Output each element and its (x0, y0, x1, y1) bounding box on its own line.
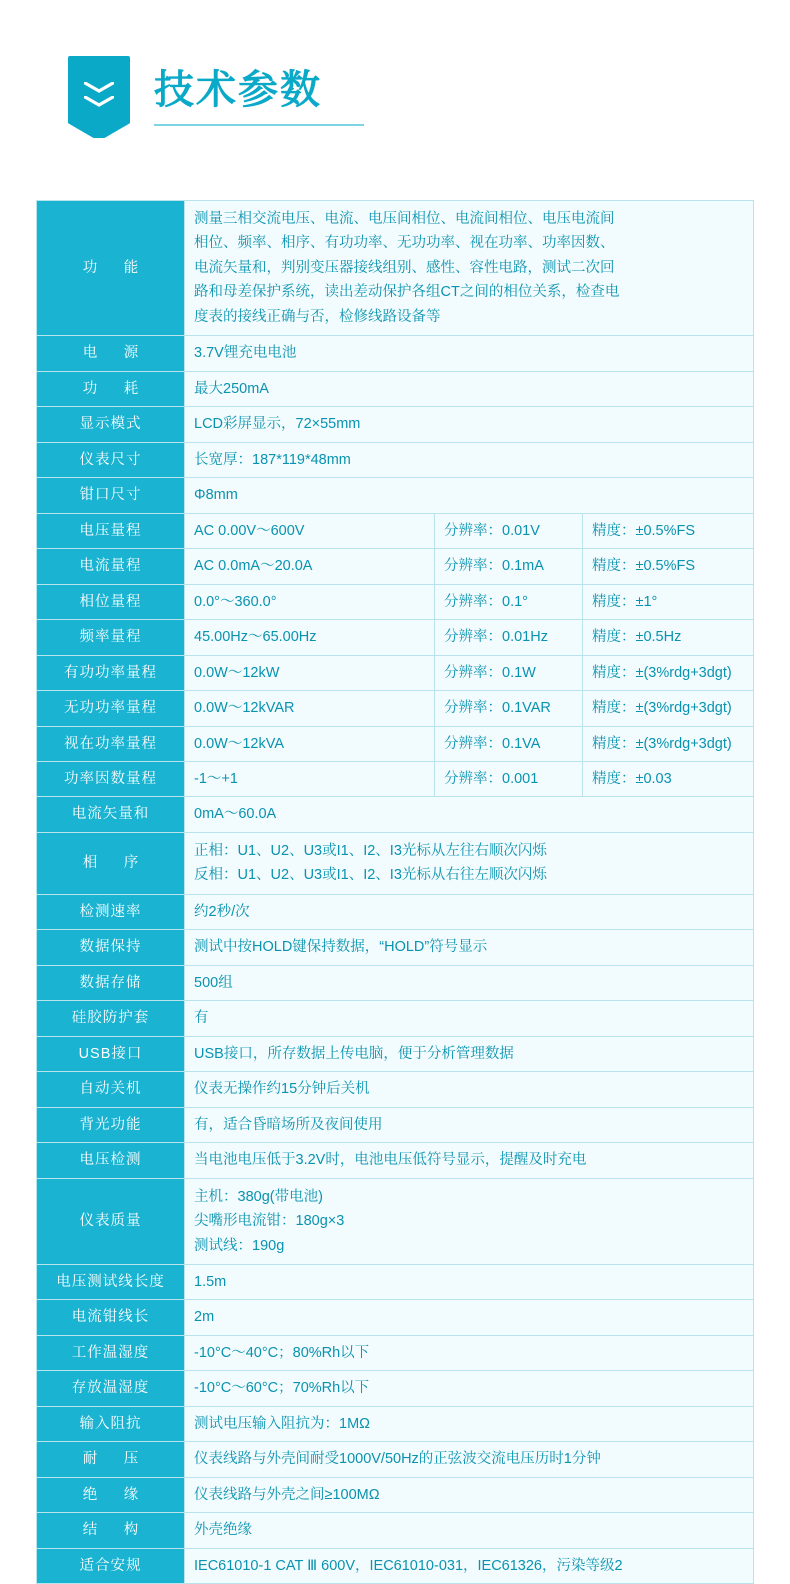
row-value-line: 主机：380g(带电池) (194, 1188, 323, 1205)
row-label: 电 源 (37, 336, 185, 370)
row-label: 耐 压 (37, 1442, 185, 1476)
row-value: 0.0W～12kW (185, 656, 435, 690)
row-value: 仪表无操作约15分钟后关机 (185, 1072, 753, 1106)
row-value: 仪表线路与外壳间耐受1000V/50Hz的正弦波交流电压历时1分钟 (185, 1442, 753, 1476)
row-label: 存放温湿度 (37, 1371, 185, 1405)
row-value: 测试电压输入阻抗为：1MΩ (185, 1407, 753, 1441)
row-label: 检测速率 (37, 895, 185, 929)
table-row (37, 1336, 753, 1371)
row-label: 电流矢量和 (37, 797, 185, 831)
row-resolution: 分辨率：0.01Hz (435, 620, 583, 654)
row-label: 电压量程 (37, 514, 185, 548)
row-value: 45.00Hz～65.00Hz (185, 620, 435, 654)
double-chevron-down-icon (68, 56, 130, 138)
row-label: 电压测试线长度 (37, 1265, 185, 1299)
row-value: IEC61010-1 CAT Ⅲ 600V，IEC61010-031，IEC61326，污染等级2 (185, 1549, 753, 1583)
row-resolution: 分辨率：0.1° (435, 585, 583, 619)
table-row (37, 443, 753, 478)
specifications-table (36, 200, 754, 1584)
row-label: 功 能 (37, 201, 185, 335)
table-row (37, 1265, 753, 1300)
row-value: 长宽厚：187*119*48mm (185, 443, 753, 477)
row-value: 0mA～60.0A (185, 797, 753, 831)
table-row (37, 514, 753, 549)
row-label: 仪表质量 (37, 1179, 185, 1264)
table-row (37, 797, 753, 832)
row-accuracy: 精度：±0.03 (583, 762, 753, 796)
table-row (37, 478, 753, 513)
row-value-line: 电流矢量和，判别变压器接线组别、感性、容性电路，测试二次回 (194, 259, 615, 276)
table-row (37, 1407, 753, 1442)
row-value: USB接口，所存数据上传电脑，便于分析管理数据 (185, 1037, 753, 1071)
row-value (185, 201, 753, 335)
page-title: 技术参数 (154, 68, 322, 112)
row-resolution: 分辨率：0.1VA (435, 727, 583, 761)
row-value: 有，适合昏暗场所及夜间使用 (185, 1108, 753, 1142)
row-accuracy: 精度：±0.5%FS (583, 514, 753, 548)
table-row (37, 1179, 753, 1265)
row-label: 显示模式 (37, 407, 185, 441)
row-value: 当电池电压低于3.2V时，电池电压低符号显示，提醒及时充电 (185, 1143, 753, 1177)
row-label: 频率量程 (37, 620, 185, 654)
row-value-line: 反相：U1、U2、U3或I1、I2、I3光标从右往左顺次闪烁 (194, 867, 547, 884)
row-accuracy: 精度：±(3%rdg+3dgt) (583, 656, 753, 690)
table-row (37, 372, 753, 407)
row-value: -1～+1 (185, 762, 435, 796)
table-row (37, 1108, 753, 1143)
table-row (37, 1072, 753, 1107)
row-resolution: 分辨率：0.1mA (435, 549, 583, 583)
table-row (37, 549, 753, 584)
row-value (185, 833, 753, 894)
row-value: 2m (185, 1300, 753, 1334)
row-value-line: 正相：U1、U2、U3或I1、I2、I3光标从左往右顺次闪烁 (194, 842, 547, 859)
row-label: 功率因数量程 (37, 762, 185, 796)
table-row (37, 895, 753, 930)
table-row (37, 1300, 753, 1335)
row-accuracy: 精度：±1° (583, 585, 753, 619)
table-row (37, 585, 753, 620)
table-row (37, 201, 753, 336)
row-value: 0.0W～12kVA (185, 727, 435, 761)
row-value: 测试中按HOLD键保持数据，“HOLD”符号显示 (185, 930, 753, 964)
row-resolution: 分辨率：0.001 (435, 762, 583, 796)
table-row (37, 407, 753, 442)
table-row (37, 1143, 753, 1178)
row-label: 仪表尺寸 (37, 443, 185, 477)
row-value: AC 0.0mA～20.0A (185, 549, 435, 583)
row-value: 500组 (185, 966, 753, 1000)
row-value: AC 0.00V～600V (185, 514, 435, 548)
row-value: -10°C～40°C；80%Rh以下 (185, 1336, 753, 1370)
title-block (154, 68, 364, 126)
row-label: 数据保持 (37, 930, 185, 964)
row-value: 0.0°～360.0° (185, 585, 435, 619)
row-value-line: 度表的接线正确与否，检修线路设备等 (194, 308, 441, 325)
row-label: 绝 缘 (37, 1478, 185, 1512)
table-row (37, 833, 753, 895)
row-value: 3.7V锂充电电池 (185, 336, 753, 370)
chevron-down-icon-lower (84, 96, 114, 107)
row-label: 电压检测 (37, 1143, 185, 1177)
row-value: 仪表线路与外壳之间≥100MΩ (185, 1478, 753, 1512)
row-label: 工作温湿度 (37, 1336, 185, 1370)
row-label: 电流钳线长 (37, 1300, 185, 1334)
row-label: 相 序 (37, 833, 185, 894)
row-value: 有 (185, 1001, 753, 1035)
table-row (37, 1549, 753, 1584)
row-value-line: 测量三相交流电压、电流、电压间相位、电流间相位、电压电流间 (194, 211, 615, 227)
row-resolution: 分辨率：0.1VAR (435, 691, 583, 725)
row-label: 钳口尺寸 (37, 478, 185, 512)
row-accuracy: 精度：±0.5Hz (583, 620, 753, 654)
row-label: 适合安规 (37, 1549, 185, 1583)
row-resolution: 分辨率：0.1W (435, 656, 583, 690)
row-value: 0.0W～12kVAR (185, 691, 435, 725)
page-header (0, 0, 790, 138)
row-value: 外壳绝缘 (185, 1513, 753, 1547)
row-value: -10°C～60°C；70%Rh以下 (185, 1371, 753, 1405)
row-value-line: 相位、频率、相序、有功功率、无功功率、视在功率、功率因数、 (194, 235, 615, 252)
row-accuracy: 精度：±(3%rdg+3dgt) (583, 727, 753, 761)
table-row (37, 1001, 753, 1036)
table-row (37, 691, 753, 726)
table-row (37, 1478, 753, 1513)
row-label: 相位量程 (37, 585, 185, 619)
title-underline (154, 124, 364, 126)
row-label: 结 构 (37, 1513, 185, 1547)
row-label: 电流量程 (37, 549, 185, 583)
row-label: 输入阻抗 (37, 1407, 185, 1441)
table-row (37, 1371, 753, 1406)
row-label: 硅胶防护套 (37, 1001, 185, 1035)
row-value: LCD彩屏显示，72×55mm (185, 407, 753, 441)
table-row (37, 336, 753, 371)
table-row (37, 930, 753, 965)
row-value: 最大250mA (185, 372, 753, 406)
table-row (37, 656, 753, 691)
row-label: USB接口 (37, 1037, 185, 1071)
row-label: 自动关机 (37, 1072, 185, 1106)
row-label: 视在功率量程 (37, 727, 185, 761)
row-value-line: 尖嘴形电流钳：180g×3 (194, 1213, 345, 1230)
row-label: 背光功能 (37, 1108, 185, 1142)
row-value (185, 1179, 753, 1264)
row-label: 有功功率量程 (37, 656, 185, 690)
row-value-line: 测试线：190g (194, 1237, 285, 1254)
row-value: 约2秒/次 (185, 895, 753, 929)
row-accuracy: 精度：±(3%rdg+3dgt) (583, 691, 753, 725)
row-value: Φ8mm (185, 478, 753, 512)
table-row (37, 1513, 753, 1548)
chevron-down-icon-upper (84, 82, 114, 93)
row-label: 数据存储 (37, 966, 185, 1000)
row-accuracy: 精度：±0.5%FS (583, 549, 753, 583)
row-label: 无功功率量程 (37, 691, 185, 725)
row-value: 1.5m (185, 1265, 753, 1299)
table-row (37, 762, 753, 797)
table-row (37, 727, 753, 762)
table-row (37, 1442, 753, 1477)
table-row (37, 966, 753, 1001)
row-value-line: 路和母差保护系统，读出差动保护各组CT之间的相位关系，检查电 (194, 284, 620, 301)
table-row (37, 620, 753, 655)
table-row (37, 1037, 753, 1072)
row-label: 功 耗 (37, 372, 185, 406)
row-resolution: 分辨率：0.01V (435, 514, 583, 548)
